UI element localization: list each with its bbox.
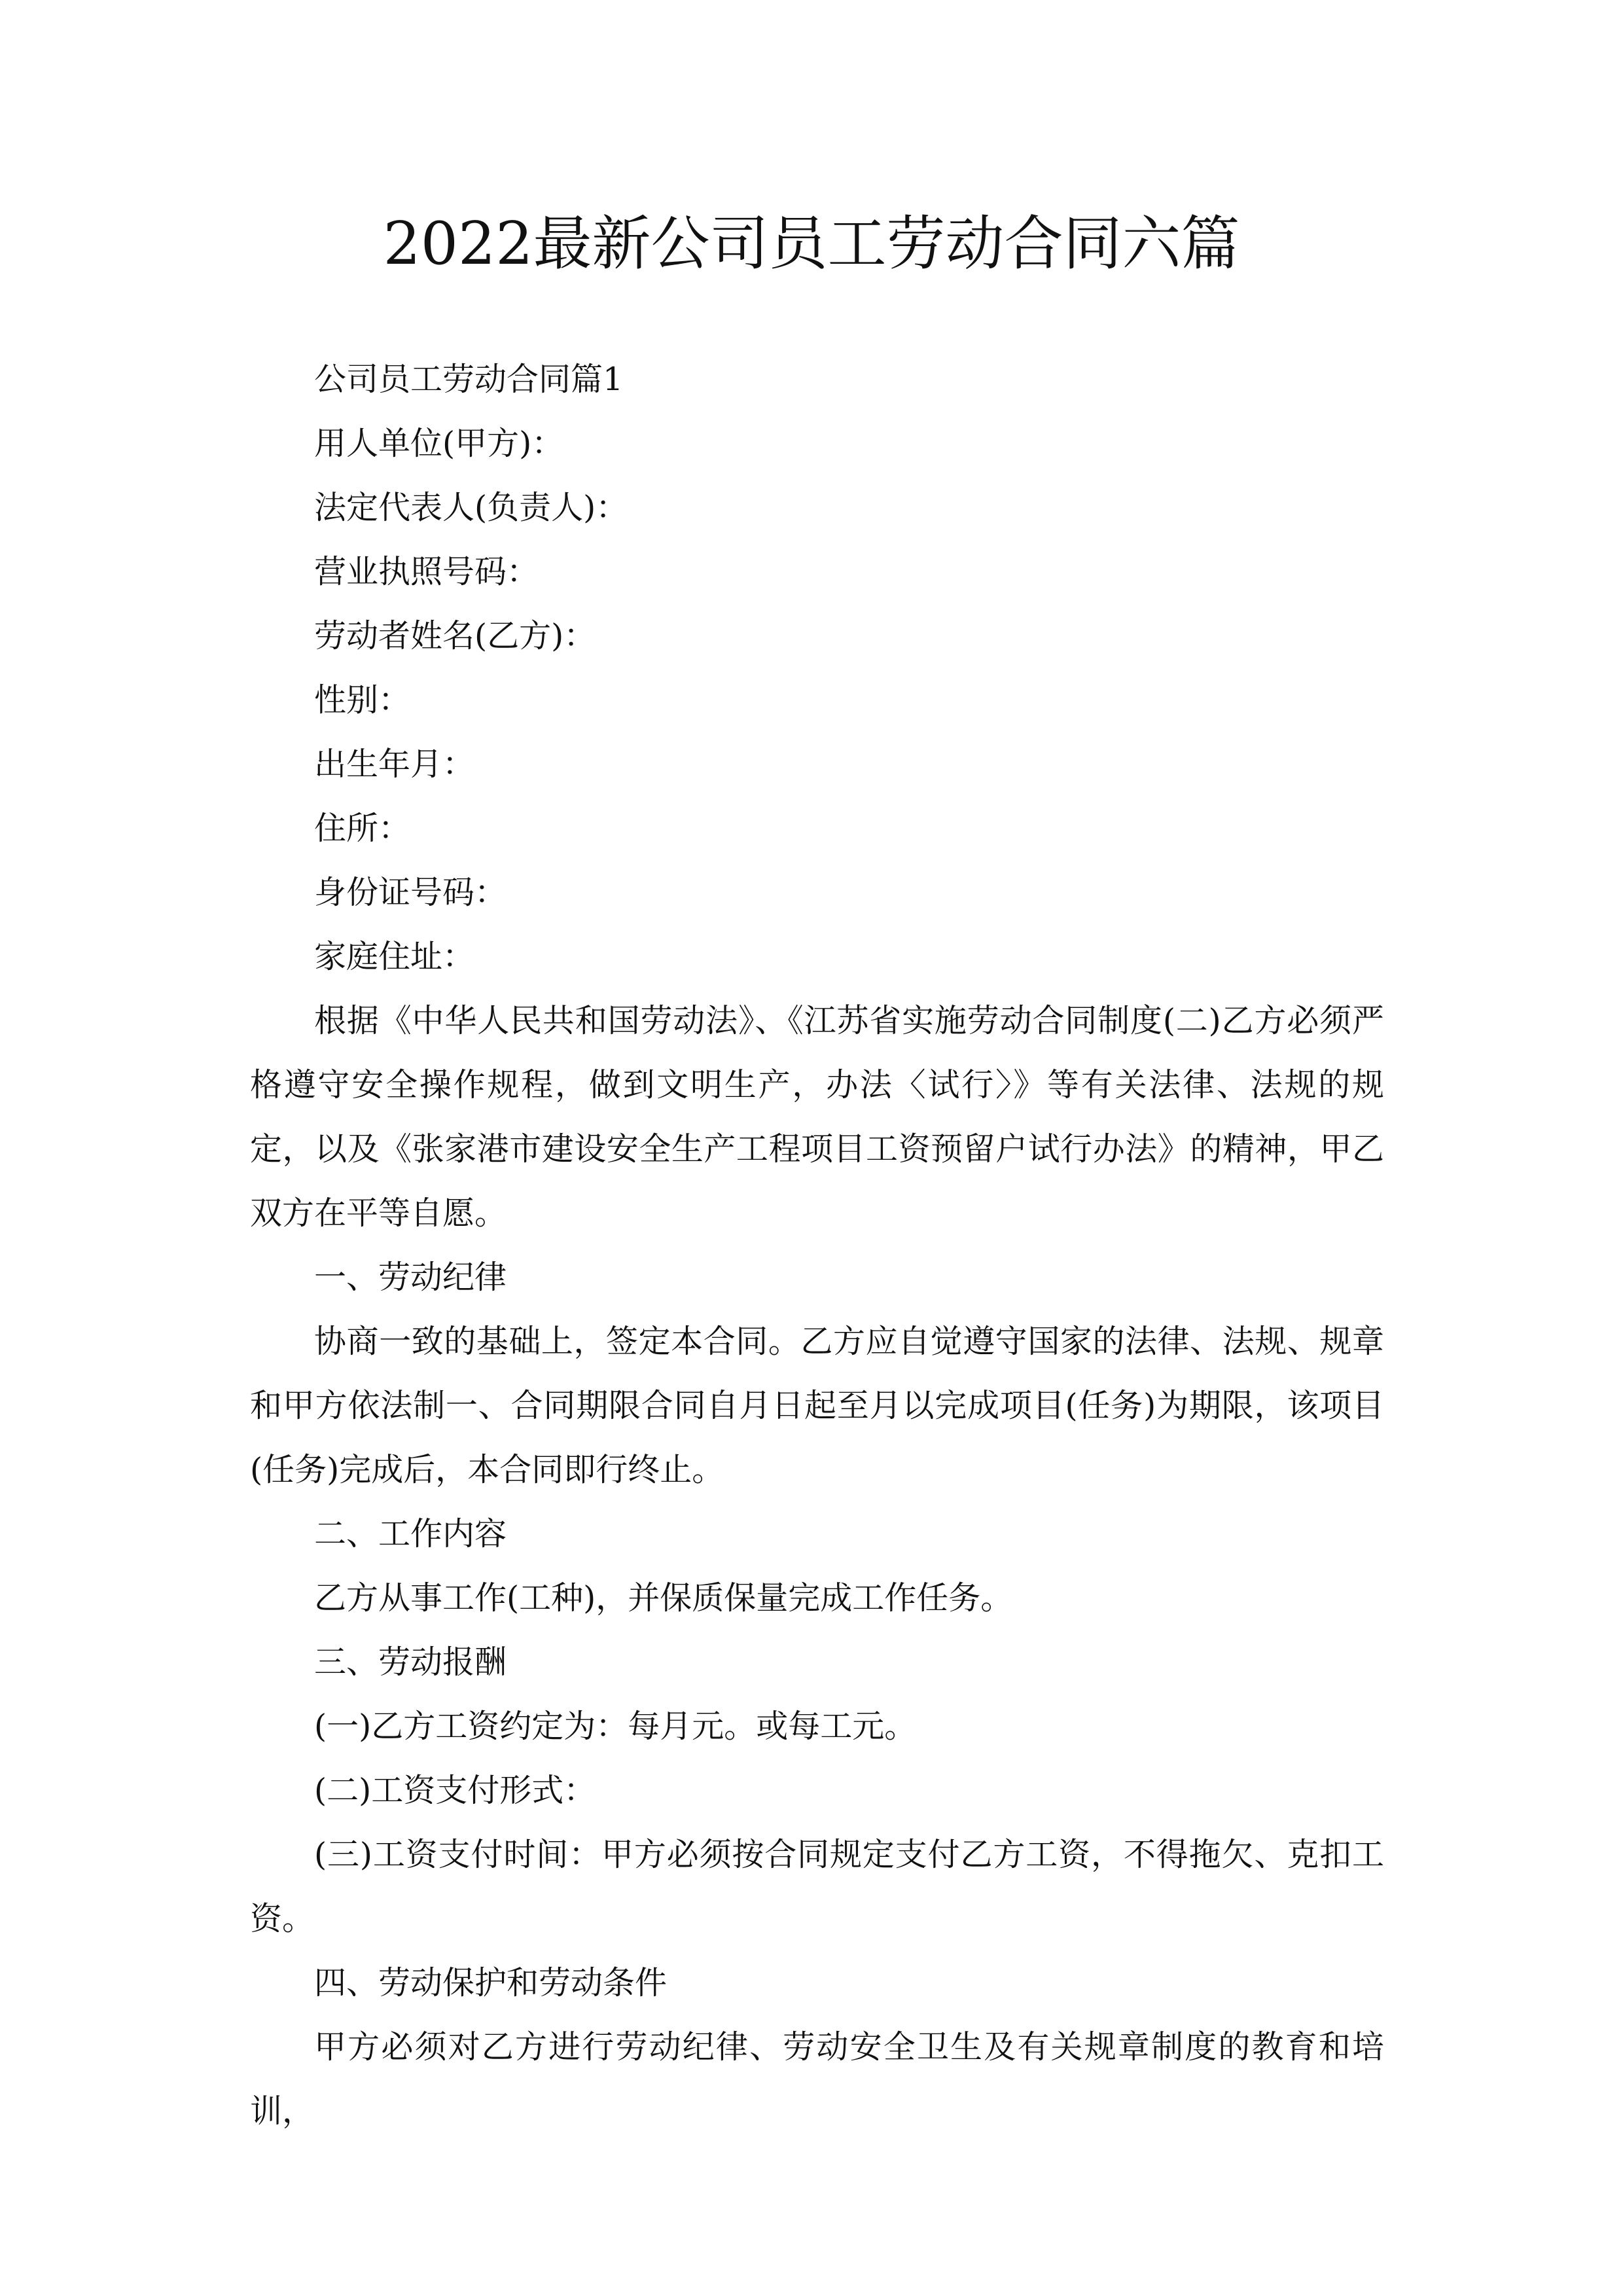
field-employee-name: 劳动者姓名(乙方)：: [314, 617, 596, 655]
field-business-license: 营业执照号码：: [314, 553, 539, 590]
field-birth-date: 出生年月：: [314, 745, 475, 783]
document-title: 2022最新公司员工劳动合同六篇: [383, 209, 1240, 278]
field-id-number: 身份证号码：: [314, 874, 507, 911]
heading-labor-protection: 四、劳动保护和劳动条件: [314, 1964, 668, 2001]
paragraph-legal-basis: 根据《中华人民共和国劳动法》、《江苏省实施劳动合同制度(二)乙方必须严格遵守安全操作规程，做到文明生产，办法〈试行〉》等有关法律、法规的规定，以及《张家港市建设安全生产工程项目工资预留户试行办法》的精神，甲乙双方在平等自愿。: [250, 1002, 1384, 1232]
paragraph-labor-protection: 甲方必须对乙方进行劳动纪律、劳动安全卫生及有关规章制度的教育和培训，: [250, 2028, 1384, 2130]
paragraph-wage-time: (三)工资支付时间：甲方必须按合同规定支付乙方工资，不得拖欠、克扣工资。: [250, 1836, 1384, 1937]
paragraph-wage-form: (二)工资支付形式：: [314, 1772, 596, 1809]
paragraph-wage-amount: (一)乙方工资约定为：每月元。或每工元。: [314, 1708, 917, 1745]
field-gender: 性别：: [314, 681, 411, 719]
section-heading: 公司员工劳动合同篇1: [314, 361, 624, 398]
field-residence: 住所：: [314, 810, 411, 847]
paragraph-contract-term: 协商一致的基础上，签定本合同。乙方应自觉遵守国家的法律、法规、规章和甲方依法制一、合同期限合同自月日起至月以完成项目(任务)为期限，该项目(任务)完成后，本合同即行终止。: [250, 1323, 1385, 1488]
field-home-address: 家庭住址：: [314, 938, 475, 975]
heading-labor-discipline: 一、劳动纪律: [314, 1259, 507, 1296]
heading-work-content: 二、工作内容: [314, 1515, 507, 1552]
heading-remuneration: 三、劳动报酬: [314, 1643, 507, 1681]
field-employer: 用人单位(甲方)：: [314, 425, 564, 462]
paragraph-work-content: 乙方从事工作(工种)，并保质保量完成工作任务。: [314, 1579, 1013, 1617]
document-body: [250, 348, 1384, 2144]
field-legal-representative: 法定代表人(负责人)：: [314, 489, 628, 526]
